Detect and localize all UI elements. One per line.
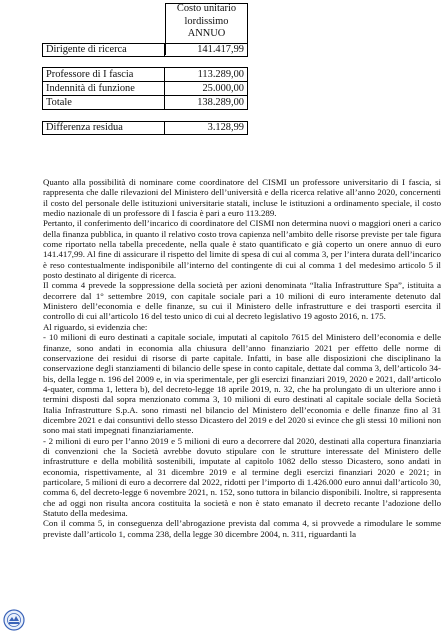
value-dirigente: 141.417,99 [197,44,244,55]
label-totale: Totale [43,96,165,109]
cost-table [42,3,248,135]
value-totale: 138.289,00 [197,96,244,108]
label-dirigente: Dirigente di ricerca [43,44,165,56]
body-text [43,177,441,539]
paragraph-comma-4: Il comma 4 prevede la soppressione della società per azioni denominata “Italia Infrastrutture Spa”, istituita a decorrere dal 1° settembre 2019, con capitale sociale pari a 10 milioni di euro interamente detenuto dal Ministero dell’economia e delle finanze, su cui il Ministero delle infrastrutture e dei trasporti esercita il controllo di cui all’articolo 16 del testo unico di cui al decreto legislativo 19 agosto 2016, n. 175. [43,280,441,322]
label-differenza: Differenza residua [43,122,165,134]
value-professore: 113.289,00 [197,68,244,80]
header-line-1: Costo unitario [176,3,237,14]
row-totale [43,95,247,109]
row-professore [43,68,247,81]
paragraph-bullet-2: - 2 milioni di euro per l’anno 2019 e 5 milioni di euro a decorrere dal 2020, destinati alla copertura finanziaria di convenzioni che la Società avrebbe dovuto stipulare con le strutture interessate del Ministero delle infrastrutture e della mobilità sostenibili, imputate al capitolo 1082 dello stesso Dicastero, sono andati in economia, rispettivamente, al 31 dicembre 2019 e al termine degli esercizi finanziari 2020 e 2021; in particolare, 5 milioni di euro a decorrere dal 2022, ridotti per l’importo di 1.426.000 euro annui dall’articolo 30, comma 6, del decreto-legge 6 novembre 2021, n. 152, sono tuttora in bilancio disponibili. Inoltre, si rappresenta che ad oggi non risulta ancora costituita la società e non è stato emanato il decreto recante l’adozione dello Statuto della medesima. [43,435,441,518]
label-professore: Professore di I fascia [43,68,165,81]
seal-logo-icon [3,609,25,631]
paragraph-pertanto: Pertanto, il conferimento dell’incarico di coordinatore del CISMI non determina nuovi o maggiori oneri a carico della finanza pubblica, in quanto il relativo costo trova capienza nell’ambito delle risorse previste per tale figura come riportato nella tabella precedente, nella quale è stato quantificato e già coperto un onere annuo di euro 141.417,99. Al fine di assicurare il rispetto del limite di spesa di cui al comma 3, per l’intera durata dell’incarico è reso contestualmente indisponibile all’interno del contingente di cui al comma 1 del medesimo articolo 5 il posto destinato al dirigente di ricerca. [43,218,441,281]
value-indennita: 25.000,00 [202,82,244,94]
row-differenza [42,121,248,135]
paragraph-al-riguardo: Al riguardo, si evidenzia che: [43,321,148,332]
paragraph-bullet-1: - 10 milioni di euro destinati a capitale sociale, imputati al capitolo 7615 del Ministero dell’economia e delle finanze, sono andati in economia alla chiusura dell’anno finanziario 2021 per effetto delle norme di conservazione dei residui di risorse di parte capitale. Infatti, in base alle disposizioni che disciplinano la conservazione degli stanziamenti di bilancio delle spese in conto capitale, dettate dal comma 3, dell’articolo 34-bis, della legge n. 196 del 2009 e, in via sperimentale, per gli esercizi finanziari 2019, 2020 e 2021, dall’articolo 4-quater, comma 1, lettera b), del decreto-legge 18 aprile 2019, n. 32, che ha prolungato di un ulteriore anno i termini disposti dal sopra menzionato comma 3, 10 milioni di euro destinati al capitale sociale della Società Italia Infrastrutture S.p.A. sono rimasti nel bilancio del Ministero dell’economia e delle finanze fino al 31 dicembre 2021 e dai consuntivi dello stesso Dicastero del 2019 e del 2020 si evince che gli stessi 10 milioni non sono mai stati impegnati finanziariamente. [43,332,441,436]
header-line-2: lordissimo [184,15,229,27]
paragraph-comma-5: Con il comma 5, in conseguenza dell’abrogazione prevista dal comma 4, si provvede a rimodulare le somme previste dall’articolo 1, comma 238, della legge 30 dicembre 2004, n. 311, riguardanti la [43,518,441,539]
row-dirigente [42,43,248,57]
label-indennita: Indennità di funzione [43,82,165,95]
row-indennita [43,81,247,95]
group-professore [42,67,248,110]
paragraph-professore: Quanto alla possibilità di nominare come coordinatore del CISMI un professore universitario di I fascia, si rappresenta che dalle rilevazioni del Ministero dell’università e della ricerca relative all’anno 2020, concernenti il costo del personale delle istituzioni universitarie statali, incluse le istituzioni a ordinamento speciale, il costo medio nazionale di un professore di I fascia è pari a euro 113.289. [43,177,441,219]
header-line-3: ANNUO [187,28,226,39]
value-differenza: 3.128,99 [207,122,244,133]
